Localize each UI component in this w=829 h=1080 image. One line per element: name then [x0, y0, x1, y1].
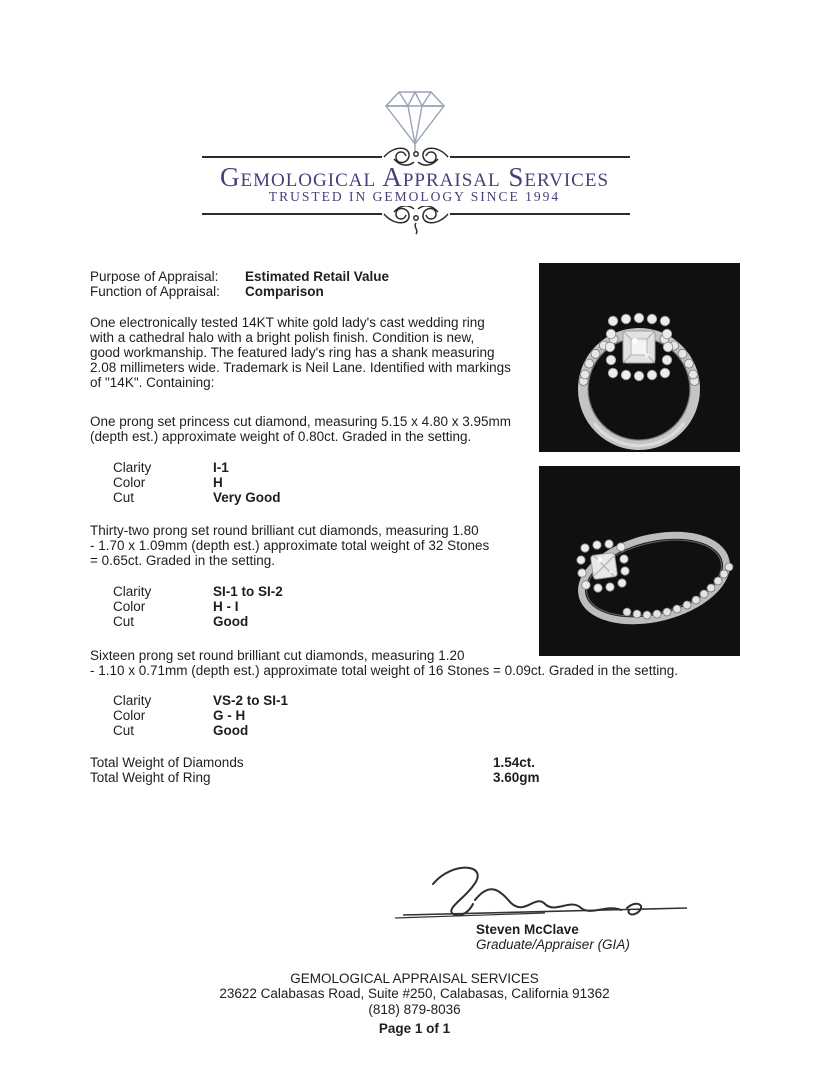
stone-1-grade-values: [213, 460, 281, 505]
footer-phone: (818) 879-8036: [368, 1002, 461, 1017]
stone-1-line: One prong set princess cut diamond, measuring 5.15 x 4.80 x 3.95mm: [90, 414, 511, 429]
total-diamonds-value: 1.54ct.: [493, 755, 536, 770]
stone-2-line: - 1.70 x 1.09mm (depth est.) approximate total weight of 32 Stones: [90, 538, 490, 553]
clarity-label: Clarity: [113, 460, 152, 475]
footer-company: GEMOLOGICAL APPRAISAL SERVICES: [290, 971, 539, 986]
stone-2-grade-labels: [113, 584, 151, 629]
stone-2-line: = 0.65ct. Graded in the setting.: [90, 553, 275, 568]
logo-tagline: TRUSTED IN GEMOLOGY SINCE 1994: [268, 189, 561, 204]
description-line: with a cathedral halo with a bright polish finish. Condition is new,: [90, 330, 475, 345]
total-ring-label: Total Weight of Ring: [90, 770, 211, 785]
description-line: 2.08 millimeters wide. Trademark is Neil Lane. Identified with markings: [90, 360, 511, 375]
stone-3-grade-labels: [113, 693, 151, 738]
color-label: Color: [113, 708, 146, 723]
stone-3-line: - 1.10 x 0.71mm (depth est.) approximate total weight of 16 Stones = 0.09ct. Graded in the setting.: [90, 663, 678, 678]
stone-description-2: [90, 523, 489, 568]
cut-label: Cut: [113, 614, 135, 629]
logo-title: Gemological Appraisal Services: [219, 162, 610, 192]
clarity-value: VS-2 to SI-1: [213, 693, 289, 708]
cut-value: Good: [213, 723, 249, 738]
purpose-value: Estimated Retail Value: [245, 269, 390, 284]
ring-photo-side-view: [539, 466, 740, 656]
description-line: One electronically tested 14KT white gold lady's cast wedding ring: [90, 315, 485, 330]
item-description: [90, 315, 511, 390]
stone-2-grade-values: [213, 584, 283, 629]
signer-title: Graduate/Appraiser (GIA): [476, 937, 630, 952]
cut-value: Good: [213, 614, 249, 629]
total-diamonds-label: Total Weight of Diamonds: [90, 755, 244, 770]
clarity-label: Clarity: [113, 584, 152, 599]
stone-1-grade-labels: [113, 460, 151, 505]
flourish-divider-bottom-icon: [202, 206, 630, 236]
function-label: Function of Appraisal:: [90, 284, 220, 299]
stone-1-line: (depth est.) approximate weight of 0.80ct. Graded in the setting.: [90, 429, 472, 444]
cut-label: Cut: [113, 723, 135, 738]
footer-page-number: Page 1 of 1: [378, 1021, 451, 1036]
stone-description-1: [90, 414, 511, 444]
clarity-label: Clarity: [113, 693, 152, 708]
signature-scribble-icon: [395, 858, 695, 920]
clarity-value: SI-1 to SI-2: [213, 584, 283, 599]
stone-2-line: Thirty-two prong set round brilliant cut diamonds, measuring 1.80: [90, 523, 479, 538]
color-value: G - H: [213, 708, 246, 723]
cut-value: Very Good: [213, 490, 281, 505]
color-label: Color: [113, 599, 146, 614]
stone-3-line: Sixteen prong set round brilliant cut diamonds, measuring 1.20: [90, 648, 465, 663]
color-label: Color: [113, 475, 146, 490]
function-value: Comparison: [245, 284, 324, 299]
color-value: H: [213, 475, 223, 490]
footer-address: 23622 Calabasas Road, Suite #250, Calabasas, California 91362: [219, 986, 610, 1001]
purpose-label: Purpose of Appraisal:: [90, 269, 219, 284]
signer-name: Steven McClave: [476, 922, 579, 937]
description-line: of "14K". Containing:: [90, 375, 215, 390]
stone-3-grade-values: [213, 693, 288, 738]
color-value: H - I: [213, 599, 239, 614]
ring-photo-front-view: [539, 263, 740, 452]
total-ring-value: 3.60gm: [493, 770, 540, 785]
clarity-value: I-1: [213, 460, 229, 475]
cut-label: Cut: [113, 490, 135, 505]
description-line: good workmanship. The featured lady's ring has a shank measuring: [90, 345, 495, 360]
diamond-icon: [374, 86, 456, 154]
